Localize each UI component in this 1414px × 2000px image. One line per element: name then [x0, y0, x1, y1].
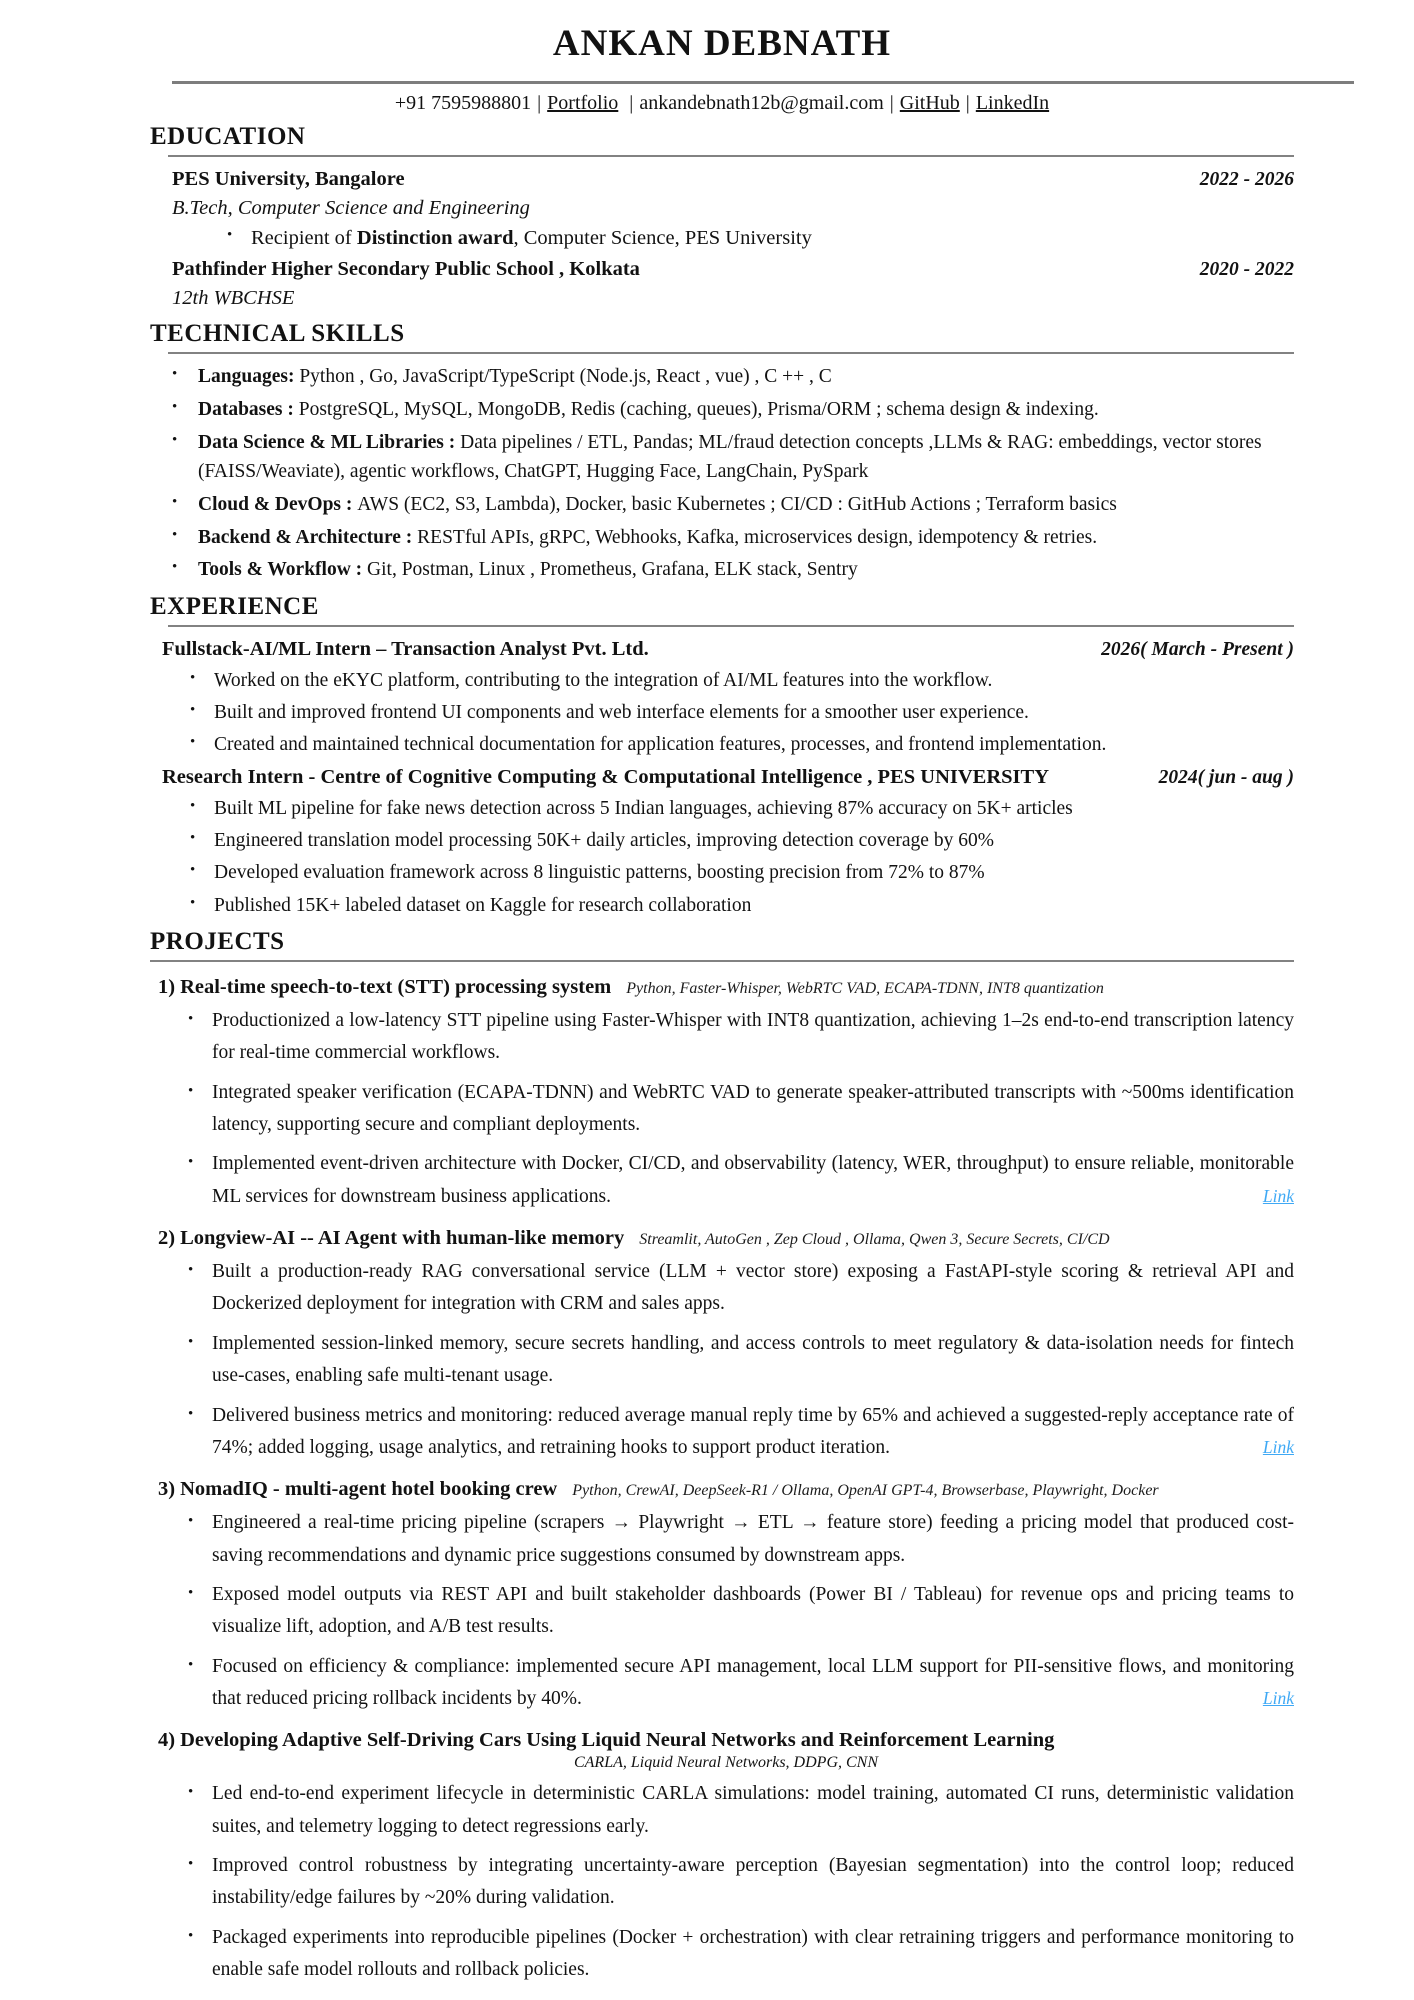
project-heading — [158, 1227, 1294, 1250]
project-heading — [158, 1478, 1294, 1501]
project-entry — [158, 1227, 1294, 1464]
project-entry — [158, 976, 1294, 1213]
project-bullet — [188, 1778, 1294, 1843]
skill-item — [172, 523, 1294, 553]
project-tech-stack: Python, CrewAI, DeepSeek-R1 / Ollama, OpenAI GPT-4, Browserbase, Playwright, Docker — [572, 1482, 1159, 1500]
bullet-text: Developed evaluation framework across 8 linguistic patterns, boosting precision from 72% to 87% — [214, 862, 985, 884]
section-heading-projects: PROJECTS — [150, 927, 285, 955]
job-bullet — [190, 826, 1294, 855]
bullet-text: Built and improved frontend UI components and web interface elements for a smoother user experience. — [214, 701, 1029, 723]
skill-item — [172, 362, 1294, 392]
job-title: Fullstack-AI/ML Intern – Transaction Analyst Pvt. Ltd. — [162, 637, 649, 660]
skill-item — [172, 490, 1294, 520]
separator: | — [624, 92, 634, 114]
skill-text: Git, Postman, Linux , Prometheus, Grafana, ELK stack, Sentry — [367, 559, 858, 581]
bullet-icon: • — [188, 1584, 194, 1601]
bullet-icon: • — [172, 526, 178, 543]
bullet-text: Productionized a low-latency STT pipeline using Faster-Whisper with INT8 quantization, achieving 1–2s end-to-end transcription latency for real-time commercial workflows. — [212, 1009, 1294, 1064]
bullet-text: Published 15K+ labeled dataset on Kaggle for research collaboration — [214, 894, 752, 916]
bullet-icon: • — [190, 734, 196, 750]
github-link[interactable]: GitHub — [899, 92, 960, 114]
header-divider — [172, 81, 1354, 84]
skill-item — [172, 395, 1294, 425]
degree: B.Tech, Computer Science and Engineering — [172, 196, 530, 219]
school-name: PES University, Bangalore — [172, 168, 405, 190]
experience-entry — [162, 635, 1294, 759]
bullet-icon: • — [188, 1927, 194, 1944]
bullet-text: Focused on efficiency & compliance: implemented secure API management, local LLM support for PII-sensitive flows, and monitoring that reduced pricing rollback incidents by 40%. — [212, 1655, 1294, 1710]
project-link[interactable]: Link — [1249, 1433, 1294, 1462]
bullet-icon: • — [172, 366, 178, 383]
bullet-text: Built a production-ready RAG conversational service (LLM + vector store) exposing a FastAPI-style scoring & retrieval API and Dockerized deployment for integration with CRM and sales apps. — [212, 1261, 1294, 1315]
separator: | — [889, 92, 894, 114]
bullet-icon: • — [188, 1262, 194, 1279]
project-bullet — [188, 1922, 1294, 1987]
skills-list — [172, 362, 1294, 584]
project-title: Longview-AI -- AI Agent with human-like memory — [180, 1227, 625, 1250]
job-dates: 2026( March - Present ) — [1101, 638, 1294, 660]
project-bullet — [188, 1651, 1294, 1716]
skill-label: Cloud & DevOps : — [198, 493, 358, 515]
education-bullet — [227, 224, 1294, 253]
project-number: 2) — [158, 1227, 176, 1250]
skill-text: RESTful APIs, gRPC, Webhooks, Kafka, microservices design, idempotency & retries. — [417, 526, 1098, 548]
bullet-text: Improved control robustness by integrating uncertainty-aware perception (Bayesian segmentation) into the control loop; reduced instability/edge failures by ~20% during validation. — [212, 1855, 1294, 1909]
bullet-icon: • — [190, 669, 196, 686]
project-number: 1) — [158, 975, 176, 998]
project-bullet — [188, 1579, 1294, 1644]
job-bullet — [190, 794, 1294, 823]
skill-text: Python , Go, JavaScript/TypeScript (Node.js, React , vue) , C ++ , C — [299, 366, 832, 388]
bullet-text: Recipient of — [251, 227, 357, 250]
project-entry — [158, 1478, 1294, 1715]
job-bullet — [190, 730, 1294, 759]
bullet-icon: • — [188, 1856, 194, 1873]
bullet-text: Led end-to-end experiment lifecycle in deterministic CARLA simulations: model training, automated CI runs, deterministic validation suites, and telemetry logging to detect regressions early. — [212, 1783, 1294, 1837]
bullet-icon: • — [188, 1010, 194, 1027]
bullet-icon: • — [188, 1784, 194, 1801]
school-name: Pathfinder Higher Secondary Public School , Kolkata — [172, 258, 640, 281]
phone-number: +91 7595988801 — [394, 92, 532, 114]
bullet-text: Engineered a real-time pricing pipeline (scrapers → Playwright → ETL → feature store) feeding a pricing model that produced cost-saving recommendations and dynamic price suggestions consumed by downstream apps. — [212, 1512, 1294, 1566]
bullet-text: Exposed model outputs via REST API and built stakeholder dashboards (Power BI / Tableau) for revenue ops and pricing teams to visualize lift, adoption, and A/B test results. — [212, 1583, 1294, 1638]
portfolio-link[interactable]: Portfolio — [547, 92, 619, 114]
project-bullet — [188, 1077, 1294, 1142]
skill-label: Data Science & ML Libraries : — [198, 431, 461, 453]
project-number: 4) — [158, 1729, 176, 1752]
bullet-icon: • — [227, 227, 233, 244]
section-heading-experience: EXPERIENCE — [150, 592, 319, 620]
school-dates: 2022 - 2026 — [1199, 169, 1294, 190]
project-number: 3) — [158, 1478, 176, 1501]
skill-item — [172, 428, 1294, 487]
bullet-bold-text: Distinction award — [356, 227, 514, 250]
project-bullet — [188, 1005, 1294, 1070]
project-heading — [158, 1729, 1294, 1752]
section-heading-skills: TECHNICAL SKILLS — [150, 320, 405, 348]
project-bullet — [188, 1850, 1294, 1915]
separator: | — [965, 92, 970, 114]
bullet-text: Packaged experiments into reproducible pipelines (Docker + orchestration) with clear retraining triggers and performance monitoring to enable safe model rollouts and rollback policies. — [212, 1926, 1294, 1981]
education-entry — [172, 165, 1294, 312]
project-heading — [158, 976, 1294, 999]
bullet-icon: • — [188, 1154, 194, 1171]
separator: | — [537, 92, 542, 114]
bullet-icon: • — [188, 1333, 194, 1350]
skill-item — [172, 555, 1294, 585]
project-title: Real-time speech-to-text (STT) processing system — [180, 975, 612, 998]
bullet-icon: • — [172, 493, 178, 510]
contact-line — [150, 92, 1294, 115]
project-bullet — [188, 1400, 1294, 1465]
job-bullet — [190, 698, 1294, 727]
bullet-icon: • — [188, 1082, 194, 1099]
bullet-icon: • — [190, 862, 196, 879]
project-title: NomadIQ - multi-agent hotel booking crew — [180, 1478, 558, 1501]
project-bullet — [188, 1148, 1294, 1213]
section-divider — [168, 352, 1294, 354]
bullet-icon: • — [188, 1405, 194, 1422]
bullet-icon: • — [172, 559, 178, 576]
bullet-text: Worked on the eKYC platform, contributing to the integration of AI/ML features into the workflow. — [214, 669, 993, 691]
experience-entry — [162, 763, 1294, 920]
bullet-icon: • — [172, 431, 178, 448]
bullet-icon: • — [188, 1513, 194, 1530]
degree: 12th WBCHSE — [172, 286, 295, 309]
school-dates: 2020 - 2022 — [1199, 259, 1294, 281]
section-divider — [150, 960, 1294, 962]
project-link[interactable]: Link — [1249, 1182, 1294, 1211]
bullet-text: , Computer Science, PES University — [513, 227, 812, 250]
bullet-text: Integrated speaker verification (ECAPA-TDNN) and WebRTC VAD to generate speaker-attributed transcripts with ~500ms identification latency, supporting secure and compliant deployments. — [212, 1081, 1294, 1136]
job-bullet — [190, 891, 1294, 920]
bullet-text: Engineered translation model processing 50K+ daily articles, improving detection coverage by 60% — [214, 830, 994, 852]
project-link[interactable]: Link — [1249, 1684, 1294, 1713]
skill-label: Languages: — [198, 366, 300, 388]
linkedin-link[interactable]: LinkedIn — [975, 92, 1050, 114]
skill-label: Tools & Workflow : — [198, 559, 368, 581]
project-tech-stack: CARLA, Liquid Neural Networks, DDPG, CNN — [573, 1754, 879, 1772]
email-text: ankandebnath12b@gmail.com — [639, 92, 884, 114]
job-bullet — [190, 666, 1294, 695]
bullet-text: Built ML pipeline for fake news detection across 5 Indian languages, achieving 87% accuracy on 5K+ articles — [214, 797, 1073, 819]
bullet-icon: • — [188, 1656, 194, 1673]
bullet-icon: • — [190, 797, 196, 814]
section-heading-education: EDUCATION — [150, 123, 306, 150]
job-title: Research Intern - Centre of Cognitive Computing & Computational Intelligence , PES UNIVERSITY — [162, 766, 1049, 789]
bullet-text: Implemented event-driven architecture with Docker, CI/CD, and observability (latency, WER, throughput) to ensure reliable, monitorable ML services for downstream business applications. — [212, 1153, 1294, 1207]
bullet-icon: • — [190, 894, 196, 911]
project-bullet — [188, 1507, 1294, 1572]
section-divider — [168, 625, 1294, 627]
section-divider — [168, 155, 1294, 157]
job-dates: 2024( jun - aug ) — [1158, 767, 1294, 789]
skill-label: Databases : — [198, 399, 299, 421]
project-title: Developing Adaptive Self-Driving Cars Using Liquid Neural Networks and Reinforcement Learning — [180, 1729, 1055, 1752]
job-bullet — [190, 858, 1294, 887]
skill-label: Backend & Architecture : — [198, 526, 418, 548]
bullet-icon: • — [190, 701, 196, 718]
bullet-icon: • — [172, 399, 178, 416]
project-bullet — [188, 1256, 1294, 1321]
skill-text: PostgreSQL, MySQL, MongoDB, Redis (caching, queues), Prisma/ORM ; schema design & indexing. — [298, 399, 1099, 421]
bullet-text: Delivered business metrics and monitoring: reduced average manual reply time by 65% and achieved a suggested-reply acceptance rate of 74%; added logging, usage analytics, and retraining hooks to support product iteration. — [212, 1404, 1294, 1458]
bullet-icon: • — [190, 830, 196, 847]
bullet-text: Created and maintained technical documentation for application features, processes, and frontend implementation. — [214, 734, 1107, 755]
skill-text: AWS (EC2, S3, Lambda), Docker, basic Kubernetes ; CI/CD : GitHub Actions ; Terraform basics — [357, 493, 1117, 515]
project-bullet — [188, 1328, 1294, 1393]
bullet-text: Implemented session-linked memory, secure secrets handling, and access controls to meet regulatory & data-isolation needs for fintech use-cases, enabling safe multi-tenant usage. — [212, 1332, 1294, 1387]
project-tech-stack: Python, Faster-Whisper, WebRTC VAD, ECAPA-TDNN, INT8 quantization — [626, 979, 1104, 997]
skill-text: Data pipelines / ETL, Pandas; ML/fraud detection concepts ,LLMs & RAG: embeddings, vector stores (FAISS/Weaviate), agentic workflows, ChatGPT, Hugging Face, LangChain, PySpark — [198, 431, 1262, 483]
page-title: ANKAN DEBNATH — [552, 23, 892, 64]
project-tech-stack: Streamlit, AutoGen , Zep Cloud , Ollama, Qwen 3, Secure Secrets, CI/CD — [639, 1231, 1110, 1249]
project-entry — [158, 1729, 1294, 1986]
